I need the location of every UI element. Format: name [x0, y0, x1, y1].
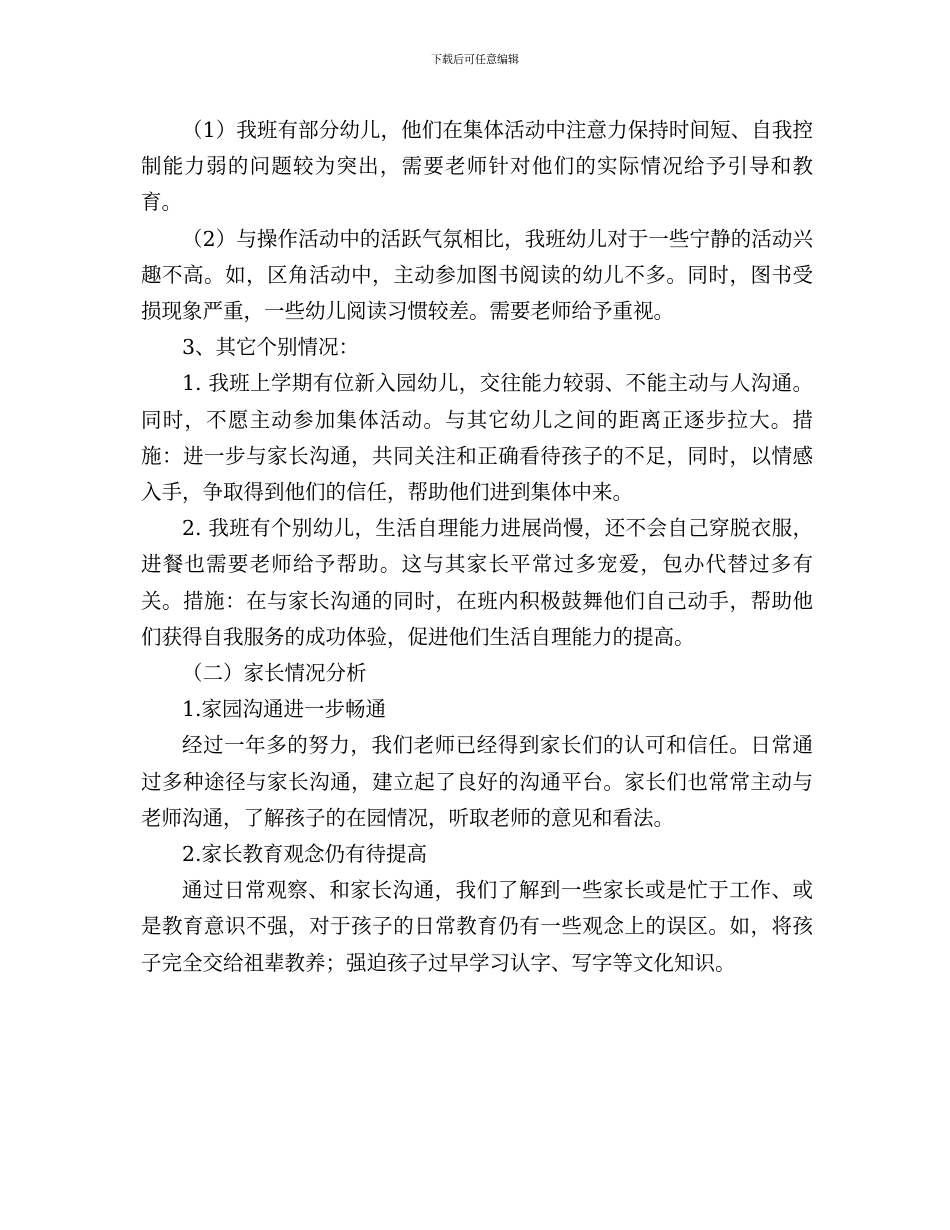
paragraph-2: （2）与操作活动中的活跃气氛相比，我班幼儿对于一些宁静的活动兴趣不高。如，区角活动中，主动参加图书阅读的幼儿不多。同时，图书受损现象严重，一些幼儿阅读习惯较差。需要老师给予重视。: [141, 226, 813, 324]
paragraph-3-heading: 3、其它个别情况：: [182, 335, 360, 360]
subheading-2: 2.家长教育观念仍有待提高: [182, 842, 428, 867]
paragraph-1: （1）我班有部分幼儿，他们在集体活动中注意力保持时间短、自我控制能力弱的问题较为突出，需要老师针对他们的实际情况给予引导和教育。: [141, 118, 813, 215]
page-header: 下载后可任意编辑: [431, 53, 519, 66]
paragraph-6: 经过一年多的努力，我们老师已经得到家长们的认可和信任。日常通过多种途径与家长沟通，建立起了良好的沟通平台。家长们也常常主动与老师沟通，了解孩子的在园情况，听取老师的意见和看法。: [141, 733, 813, 830]
section-heading-parents: （二）家长情况分析: [182, 661, 367, 686]
subheading-1: 1.家园沟通进一步畅通: [182, 697, 387, 722]
document-body: [141, 112, 813, 981]
paragraph-7: 通过日常观察、和家长沟通，我们了解到一些家长或是忙于工作、或是教育意识不强，对于孩子的日常教育仍有一些观念上的误区。如，将孩子完全交给祖辈教养；强迫孩子过早学习认字、写字等文化知识。: [141, 878, 813, 975]
paragraph-5: 2. 我班有个别幼儿，生活自理能力进展尚慢，还不会自己穿脱衣服，进餐也需要老师给予帮助。这与其家长平常过多宠爱，包办代替过多有关。措施：在与家长沟通的同时，在班内积极鼓舞他们自己动手，帮助他们获得自我服务的成功体验，促进他们生活自理能力的提高。: [141, 516, 813, 649]
paragraph-4: 1. 我班上学期有位新入园幼儿，交往能力较弱、不能主动与人沟通。同时，不愿主动参加集体活动。与其它幼儿之间的距离正逐步拉大。措施：进一步与家长沟通，共同关注和正确看待孩子的不足，同时，以情感入手，争取得到他们的信任，帮助他们进到集体中来。: [141, 371, 813, 505]
